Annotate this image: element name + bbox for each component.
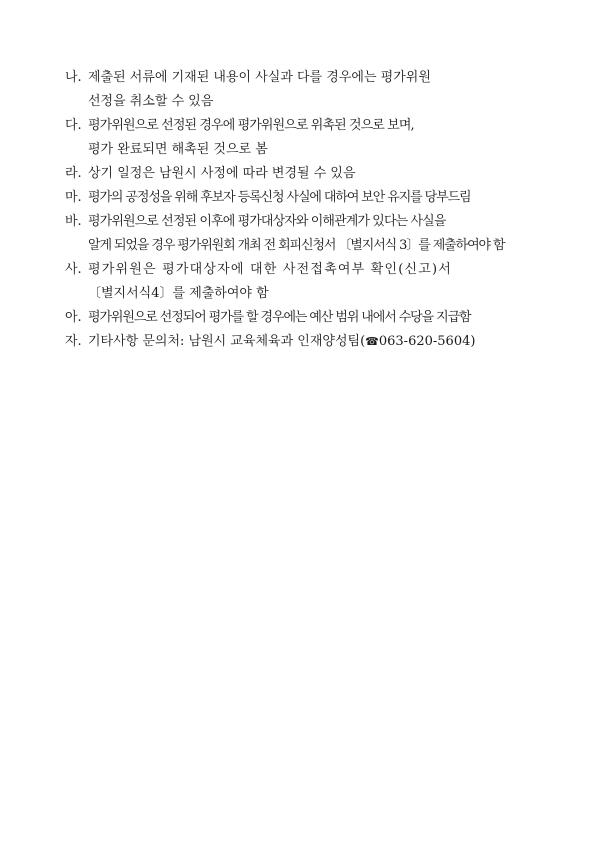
item-text	[88, 114, 545, 162]
item-line: 알게 되었을 경우 평가위원회 개최 전 회피신청서 〔별지서식 3〕를 제출하여야 함	[88, 238, 505, 253]
list-item	[65, 162, 545, 186]
list-item	[65, 258, 545, 306]
item-text	[88, 186, 545, 210]
item-marker: 마.	[65, 190, 82, 205]
contact-label: 기타사항 문의처: 남원시 교육체육과 인재양성팀(	[88, 334, 366, 349]
item-line: 상기 일정은 남원시 사정에 따라 변경될 수 있음	[88, 166, 356, 181]
item-marker: 다.	[65, 118, 82, 133]
item-line: 제출된 서류에 기재된 내용이 사실과 다를 경우에는 평가위원	[88, 70, 431, 85]
item-marker: 사.	[65, 262, 82, 277]
item-line: 평가위원은 평가대상자에 대한 사전접촉여부 확인(신고)서	[88, 262, 453, 277]
item-text	[88, 330, 545, 354]
item-text	[88, 210, 545, 258]
list-item	[65, 210, 545, 258]
item-marker: 자.	[65, 334, 82, 349]
item-line: 평가 완료되면 해촉된 것으로 봄	[88, 142, 268, 157]
item-line: 〔별지서식4〕를 제출하여야 함	[88, 286, 269, 301]
list-item	[65, 186, 545, 210]
list-item	[65, 114, 545, 162]
item-line	[88, 330, 545, 354]
item-text	[88, 162, 545, 186]
item-line: 평가위원으로 선정된 이후에 평가대상자와 이해관계가 있다는 사실을	[88, 214, 446, 229]
list-item	[65, 330, 545, 354]
item-line: 평가의 공정성을 위해 후보자 등록신청 사실에 대하여 보안 유지를 당부드림	[88, 190, 471, 205]
item-line: 평가위원으로 선정된 경우에 평가위원으로 위촉된 것으로 보며,	[88, 118, 414, 133]
item-marker: 라.	[65, 166, 82, 181]
item-marker: 아.	[65, 310, 82, 325]
notice-list	[65, 66, 545, 354]
item-text	[88, 306, 545, 330]
item-marker: 바.	[65, 214, 82, 229]
item-line: 평가위원으로 선정되어 평가를 할 경우에는 예산 범위 내에서 수당을 지급함	[88, 310, 471, 325]
phone-number: 063-620-5604)	[378, 334, 476, 349]
item-line: 선정을 취소할 수 있음	[88, 94, 214, 109]
phone-icon: ☎	[365, 335, 379, 348]
item-marker: 나.	[65, 70, 82, 85]
list-item	[65, 306, 545, 330]
item-text	[88, 66, 545, 114]
list-item	[65, 66, 545, 114]
item-text	[88, 258, 545, 306]
